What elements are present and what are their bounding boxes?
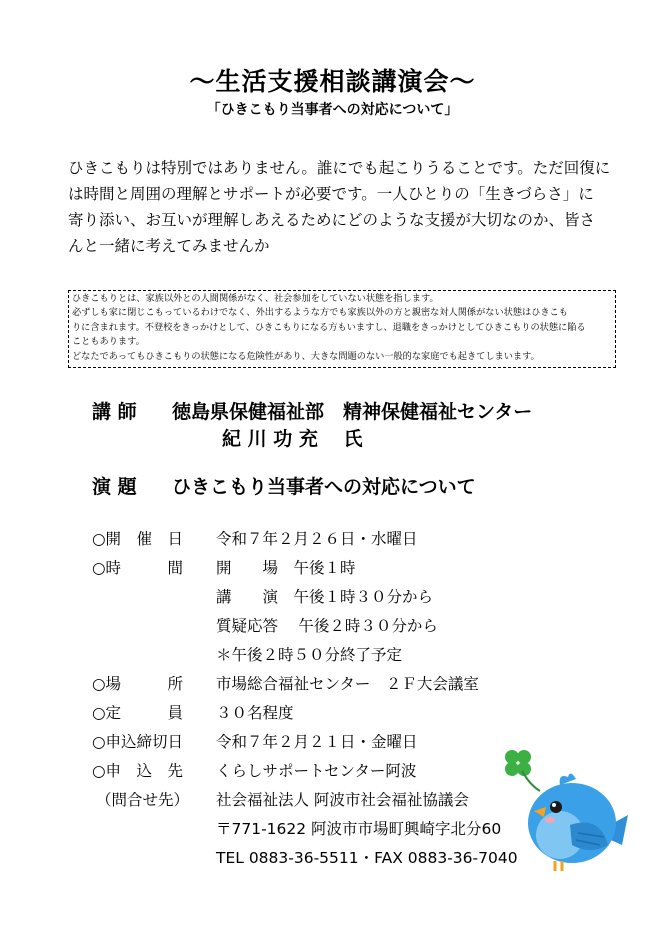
note-line: ひきこもりとは、家族以外との人間関係がなく、社会参加をしていない状態を指します。 (72, 293, 439, 304)
date-value: 令和７年２月２６日・水曜日 (216, 530, 418, 548)
intro-line: 寄り添い、お互いが理解しあえるためにどのような支援が大切なのか、皆さ (68, 211, 596, 229)
deadline-label: ○申込締切日 (92, 733, 184, 751)
time-qa: 質疑応答 午後２時３０分から (216, 617, 438, 635)
note-line: りに含まれます。不登校をきっかけとして、ひきこもりになる方もいますし、退職をきっかけとしてひきこもりの状態に陥る (72, 321, 586, 333)
note-line: こともあります。 (72, 336, 145, 348)
capacity-value: ３０名程度 (216, 704, 294, 722)
page-subtitle: 「ひきこもり当事者への対応について」 (206, 102, 459, 118)
note-line: どなたであってもひきこもりの状態になる危険性があり、大きな問題のない一般的な家庭でも起きてしまいます。 (72, 350, 540, 362)
intro-line: ひきこもりは特別ではありません。誰にでも起こりうることです。ただ回復に (68, 159, 611, 177)
intro-line: は時間と周囲の理解とサポートが必要です。一人ひとりの「生きづらさ」に (68, 185, 594, 203)
capacity-label: ○定 員 (92, 704, 184, 722)
note-line: 必ずしも家に閉じこもっているわけでなく、外出するような方でも家族以外の方と親密な対人関係がない状態はひきこも (72, 307, 568, 319)
time-label: ○時 間 (92, 559, 184, 577)
time-end: ＊午後２時５０分終了予定 (216, 646, 403, 664)
apply-label: ○申 込 先 (92, 762, 184, 780)
contact-phone: TEL 0883-36-5511・FAX 0883-36-7040 (216, 849, 518, 867)
contact-org: 社会福祉法人 阿波市社会福祉協議会 (216, 791, 469, 809)
lecturer-org: 徳島県保健福祉部 精神保健福祉センター (172, 401, 533, 423)
deadline-value: 令和７年２月２１日・金曜日 (216, 733, 418, 751)
contact-address: 〒771-1622 阿波市市場町興崎字北分60 (216, 820, 502, 838)
date-label: ○開 催 日 (92, 530, 184, 548)
lecturer-label: 講 師 (92, 401, 137, 423)
place-value: 市場総合福祉センター ２Ｆ大会議室 (216, 675, 479, 693)
intro-paragraph (68, 155, 616, 259)
topic-label: 演 題 (92, 476, 137, 498)
time-open: 開 場 午後１時 (216, 559, 356, 577)
bluebird-icon (500, 745, 630, 875)
topic-text: ひきこもり当事者への対応について (172, 476, 476, 498)
intro-line: んと一緒に考えてみませんか (68, 237, 270, 255)
place-label: ○場 所 (92, 675, 184, 693)
definition-note-box (68, 290, 616, 368)
contact-label: （問合せ先） (96, 791, 190, 809)
page-title: ～生活支援相談講演会～ (189, 67, 476, 96)
clover-icon (505, 750, 540, 791)
time-lecture: 講 演 午後１時３０分から (216, 588, 434, 606)
apply-value: くらしサポートセンター阿波 (216, 762, 417, 780)
lecturer-name: 紀 川 功 充 氏 (222, 428, 363, 450)
